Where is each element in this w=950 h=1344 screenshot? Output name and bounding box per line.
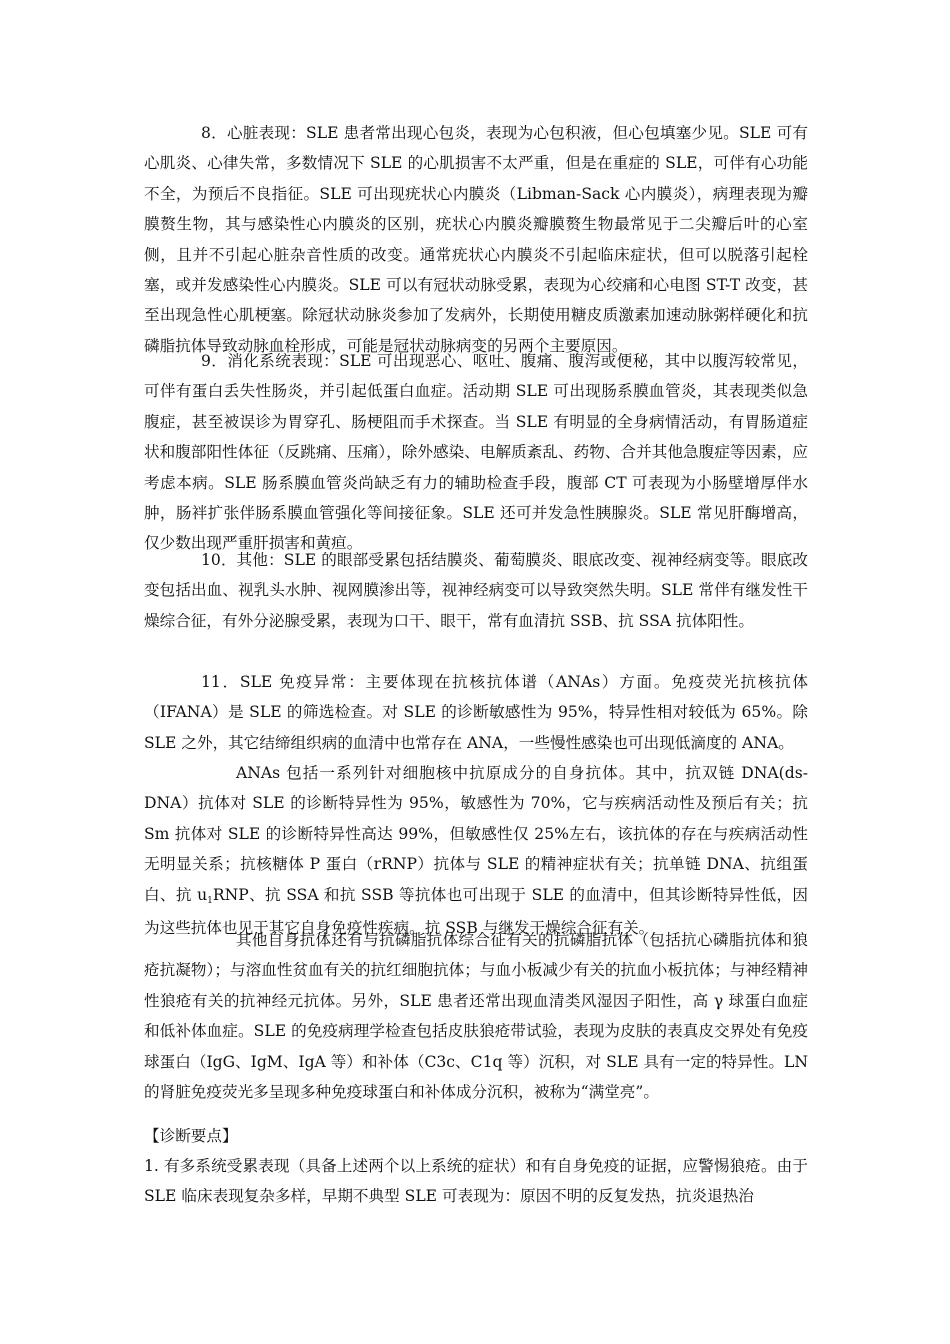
paragraph-cardiac: 8．心脏表现：SLE 患者常出现心包炎，表现为心包积液，但心包填塞少见。SLE 可有心肌炎、心律失常，多数情况下 SLE 的心肌损害不太严重，但是在重症的 SLE，可伴有心功能不全，为预后不良指征。SLE 可出现疣状心内膜炎（Libman-Sack 心内膜炎），病理表现为瓣膜赘生物，其与感染性心内膜炎的区别，疣状心内膜炎瓣膜赘生物最常见于二尖瓣后叶的心室侧，且并不引起心脏杂音性质的改变。通常疣状心内膜炎不引起临床症状，但可以脱落引起栓塞，或并发感染性心内膜炎。SLE 可以有冠状动脉受累，表现为心绞痛和心电图 ST-T 改变，甚至出现急性心肌梗塞。除冠状动脉炎参加了发病外，长期使用糖皮质激素加速动脉粥样硬化和抗磷脂抗体导致动脉血栓形成，可能是冠状动脉病变的另两个主要原因。 <box>144 124 808 355</box>
paragraph-autoantibodies: 其他自身抗体还有与抗磷脂抗体综合征有关的抗磷脂抗体（包括抗心磷脂抗体和狼疮抗凝物）；与溶血性贫血有关的抗红细胞抗体；与血小板减少有关的抗血小板抗体；与神经精神性狼疮有关的抗神经元抗体。另外，SLE 患者还常出现血清类风湿因子阳性，高 γ 球蛋白血症和低补体血症。SLE 的免疫病理学检查包括皮肤狼疮带试验，表现为皮肤的表真皮交界处有免疫球蛋白（IgG、IgM、IgA 等）和补体（C3c、C1q 等）沉积，对 SLE 具有一定的特异性。LN 的肾脏免疫荧光多呈现多种免疫球蛋白和补体成分沉积，被称为“满堂亮”。 <box>144 931 808 1102</box>
paragraph-immune: 11．SLE 免疫异常：主要体现在抗核抗体谱（ANAs）方面。免疫荧光抗核抗体（IFANA）是 SLE 的筛选检查。对 SLE 的诊断敏感性为 95%，特异性相对较低为 65%。除 SLE 之外，其它结缔组织病的血清中也常存在 ANA，一些慢性感染也可出现低滴度的 ANA。 <box>144 673 808 752</box>
paragraph-digestive: 9．消化系统表现：SLE 可出现恶心、呕吐、腹痛、腹泻或便秘，其中以腹泻较常见，可伴有蛋白丢失性肠炎，并引起低蛋白血症。活动期 SLE 可出现肠系膜血管炎，其表现类似急腹症，甚至被误诊为胃穿孔、肠梗阻而手术探查。当 SLE 有明显的全身病情活动，有胃肠道症状和腹部阳性体征（反跳痛、压痛），除外感染、电解质紊乱、药物、合并其他急腹症等因素，应考虑本病。SLE 肠系膜血管炎尚缺乏有力的辅助检查手段，腹部 CT 可表现为小肠壁增厚伴水肿，肠袢扩张伴肠系膜血管强化等间接征象。SLE 还可并发急性胰腺炎。SLE 常见肝酶增高，仅少数出现严重肝损害和黄疸。 <box>144 352 808 553</box>
paragraph-other: 10．其他：SLE 的眼部受累包括结膜炎、葡萄膜炎、眼底改变、视神经病变等。眼底改变包括出血、视乳头水肿、视网膜渗出等，视神经病变可以导致突然失明。SLE 常伴有继发性干燥综合征，有外分泌腺受累，表现为口干、眼干，常有血清抗 SSB、抗 SSA 抗体阳性。 <box>144 551 808 630</box>
paragraph-diagnosis-1: 1. 有多系统受累表现（具备上述两个以上系统的症状）和有自身免疫的证据，应警惕狼疮。由于 SLE 临床表现复杂多样，早期不典型 SLE 可表现为：原因不明的反复发热，抗炎退热治 <box>144 1157 808 1206</box>
paragraph-ana-part1: ANAs 包括一系列针对细胞核中抗原成分的自身抗体。其中，抗双链 DNA(ds-DNA）抗体对 SLE 的诊断特异性为 95%，敏感性为 70%，它与疾病活动性及预后有关；抗 Sm 抗体对 SLE 的诊断特异性高达 99%，但敏感性仅 25%左右，该抗体的存在与疾病活动性无明显关系；抗核糖体 P 蛋白（rRNP）抗体与 SLE 的精神症状有关；抗单链 DNA、抗组蛋白、抗 u <box>144 764 808 904</box>
section-heading: 【诊断要点】 <box>144 1127 238 1145</box>
paragraph-ana-subscript: 1 <box>207 895 213 906</box>
paragraph-ana-part2: RNP、抗 SSA 和抗 SSB 等抗体也可出现于 SLE 的血清中，但其诊断特异性低，因为这些抗体也见于其它自身免疫性疾病。抗 SSB 与继发干燥综合征有关。 <box>144 885 808 938</box>
paragraph-ana <box>144 758 808 943</box>
